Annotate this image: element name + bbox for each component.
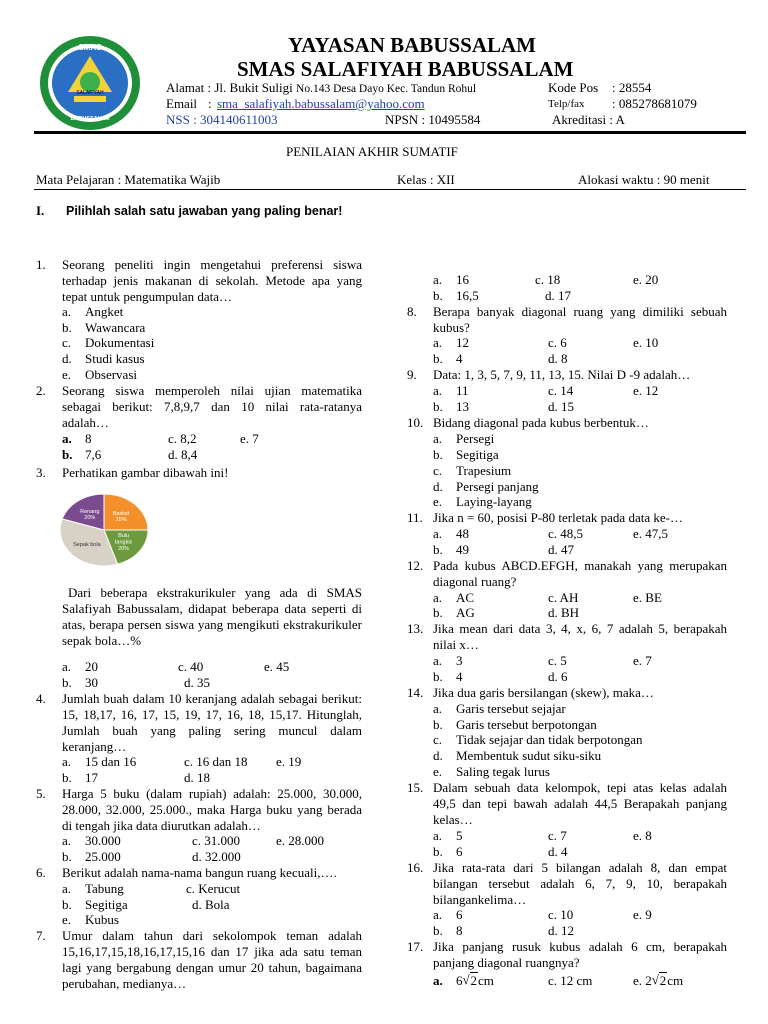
q11-text: Jika n = 60, posisi P-80 terletak pada data ke-… [433,510,683,525]
q11-b-letter: b. [433,542,443,557]
q4-b-option[interactable]: 17 [85,770,98,785]
q17-a-option[interactable] [456,973,494,989]
q3-d-option[interactable]: d. 35 [184,675,210,690]
q4-e-option[interactable]: e. 19 [276,754,302,769]
exam-subject: Mata Pelajaran : Matematika Wajib [36,172,221,187]
q13-text: Jika mean dari data 3, 4, x, 6, 7 adalah 5, berapakah nilai x… [433,621,727,652]
q16-c-option[interactable]: c. 10 [548,907,574,922]
q15-b-letter: b. [433,844,443,859]
q13-b-option[interactable]: 4 [456,669,463,684]
q8-a-option[interactable]: 12 [456,335,469,350]
q12-e-option[interactable]: e. BE [633,590,662,605]
q2-b-option[interactable]: 7,6 [85,447,102,462]
pie-chart [56,490,152,570]
pie-label-basket: Basket 25% [112,510,130,524]
q15-d-option[interactable]: d. 4 [548,844,568,859]
q1-text: Seorang peneliti ingin mengetahui preferensi siswa terhadap jenis makanan di sekolah. Metode apa yang tepat untuk pengumpulan data… [62,257,362,304]
exam-duration: Alokasi waktu : 90 menit [578,172,710,187]
q13-number: 13. [407,621,424,636]
q12-b-letter: b. [433,605,443,620]
q8-e-option[interactable]: e. 10 [633,335,659,350]
q15-a-letter: a. [433,828,443,843]
postal-value: : 28554 [612,80,652,95]
q16-b-option[interactable]: 8 [456,923,463,938]
q1-d-letter: d. [62,351,72,366]
email-label: Email [166,96,198,111]
sqrt-icon [463,973,479,989]
q12-number: 12. [407,558,424,573]
q5-b-letter: b. [62,849,72,864]
email-link[interactable]: sma_salafiyah.babussalam@yahoo.com [217,96,425,111]
q13-a-letter: a. [433,653,443,668]
q9-a-option[interactable]: 11 [456,383,469,398]
accreditation: Akreditasi : A [552,112,625,127]
logo-text-bottom: BABUSSALAM [70,116,110,122]
q10-d-letter: d. [433,479,443,494]
q2-text: Seorang siswa memperoleh nilai ujian matematika sebagai berikut: 7,8,9,7 dan 10 nilai rata-ratanya adalah… [62,383,362,430]
q12-d-option[interactable]: d. BH [548,605,580,620]
logo-text-top: SMAS [78,43,102,52]
q2-e-option[interactable]: e. 7 [240,431,259,446]
q6-d-option[interactable]: d. Bola [192,897,230,912]
q3-c-option[interactable]: c. 40 [178,659,204,674]
q17-c-option[interactable]: c. 12 cm [548,973,593,988]
q9-b-letter: b. [433,399,443,414]
q8-number: 8. [407,304,417,319]
q6-b-letter: b. [62,897,72,912]
q3-a-option[interactable]: 20 [85,659,98,674]
q2-number: 2. [36,383,46,398]
q16-text: Jika rata-rata dari 5 bilangan adalah 8, dan empat bilangan tersebut adalah 6, 7, 9, 10, berapakah bilangankelima… [433,860,727,907]
q1-e-option[interactable]: Observasi [85,367,137,382]
q13-c-option[interactable]: c. 5 [548,653,567,668]
address-line [166,80,476,97]
q4-c-option[interactable]: c. 16 dan 18 [184,754,248,769]
phone-label: Telp/fax [548,98,585,110]
q17-e-unit: cm [667,973,684,988]
q9-number: 9. [407,367,417,382]
q17-text: Jika panjang rusuk kubus adalah 6 cm, berapakah panjang diagonal ruangnya? [433,939,727,970]
q6-e-option[interactable]: Kubus [85,912,119,927]
q5-number: 5. [36,786,46,801]
q1-d-option[interactable]: Studi kasus [85,351,145,366]
q2-b-letter: b. [62,447,73,462]
q4-a-letter: a. [62,754,72,769]
q13-d-option[interactable]: d. 6 [548,669,568,684]
section-number: I. [36,203,45,218]
q7-text: Umur dalam tahun dari sekolompok teman adalah 15,16,17,15,18,16,17,15,16 dan 17 jika ada satu teman lagi yang bergabung dengan umur 20 tahun, bagaimana perubahan, medianya… [62,928,362,991]
q1-b-letter: b. [62,320,72,335]
q10-a-letter: a. [433,431,443,446]
pie-label-sepak-bola: Sepak bola [73,542,101,549]
q6-a-letter: a. [62,881,72,896]
q14-c-letter: c. [433,732,443,747]
q17-e-option[interactable] [633,973,683,989]
q16-b-letter: b. [433,923,443,938]
q7-d-option[interactable]: d. 17 [545,288,571,303]
q3-text: Perhatikan gambar dibawah ini! [62,465,229,480]
q16-a-letter: a. [433,907,443,922]
q12-b-option[interactable]: AG [456,605,475,620]
postal-label: Kode Pos [548,80,599,95]
q17-number: 17. [407,939,424,954]
q7-e-option[interactable]: e. 20 [633,272,659,287]
q9-a-letter: a. [433,383,443,398]
q9-e-option[interactable]: e. 12 [633,383,659,398]
q11-d-option[interactable]: d. 47 [548,542,574,557]
foundation-name: YAYASAN BABUSSALAM [288,33,537,57]
q3-e-option[interactable]: e. 45 [264,659,290,674]
q5-d-option[interactable]: d. 32.000 [192,849,241,864]
q17-a-letter: a. [433,973,443,988]
q10-d-option[interactable]: Persegi panjang [456,479,539,494]
q12-a-letter: a. [433,590,443,605]
q11-b-option[interactable]: 49 [456,542,469,557]
q15-number: 15. [407,780,424,795]
school-logo [38,34,142,132]
q1-number: 1. [36,257,46,272]
q10-number: 10. [407,415,424,430]
q6-number: 6. [36,865,46,880]
q13-e-option[interactable]: e. 7 [633,653,652,668]
q2-a-option[interactable]: 8 [85,431,92,446]
q1-e-letter: e. [62,367,72,382]
school-name: SMAS SALAFIYAH BABUSSALAM [237,57,574,81]
logo-text-mid: SALAFIYAH [76,90,104,96]
q14-number: 14. [407,685,424,700]
q5-a-option[interactable]: 30.000 [85,833,121,848]
q4-d-option[interactable]: d. 18 [184,770,210,785]
q14-e-letter: e. [433,764,443,779]
q17-e-coef: e. 2 [633,973,652,988]
q13-b-letter: b. [433,669,443,684]
q7-a-letter: a. [433,272,443,287]
q4-text: Jumlah buah dalam 10 keranjang adalah sebagai berikut: 15, 18,17, 16, 17, 15, 19, 17, 16, 18, 15,17. Hitunglah, Jumlah buah yang paling sering muncul dalam keranjang… [62,691,362,754]
q5-text: Harga 5 buku (dalam rupiah) adalah: 25.000, 30.000, 28.000, 32.000, 25.000., maka Harga buku yang berada di tengah jika data diurutkan adalah… [62,786,362,833]
q10-b-letter: b. [433,447,443,462]
q12-a-option[interactable]: AC [456,590,475,605]
q1-c-option[interactable]: Dokumentasi [85,335,155,350]
q7-b-letter: b. [433,288,443,303]
q9-text: Data: 1, 3, 5, 7, 9, 11, 13, 15. Nilai D -9 adalah… [433,367,691,382]
q17-a-radicand: 2 [470,973,477,988]
q3-paragraph: Dari beberapa ekstrakurikuler yang ada di SMAS Salafiyah Babussalam, didapat beberapa data seperti di atas, berapa persen siswa yang mengikuti ekstrakurikuler sepak bola…% [62,585,362,648]
q3-b-letter: b. [62,675,72,690]
section-instruction: Pilihlah salah satu jawaban yang paling benar! [66,204,343,218]
q6-a-option[interactable]: Tabung [85,881,124,896]
exam-grade: Kelas : XII [397,172,455,187]
q8-d-option[interactable]: d. 8 [548,351,568,366]
q14-a-letter: a. [433,701,443,716]
address-rest: No.143 Desa Dayo Kec. Tandun Rohul [296,83,477,95]
q10-a-option[interactable]: Persegi [456,431,495,446]
q7-b-option[interactable]: 16,5 [456,288,479,303]
q15-b-option[interactable]: 6 [456,844,463,859]
q4-a-option[interactable]: 15 dan 16 [85,754,137,769]
q10-e-letter: e. [433,494,443,509]
q4-number: 4. [36,691,46,706]
q3-number: 3. [36,465,46,480]
q7-c-option[interactable]: c. 18 [535,272,561,287]
q5-e-option[interactable]: e. 28.000 [276,833,325,848]
q8-c-option[interactable]: c. 6 [548,335,567,350]
q16-number: 16. [407,860,424,875]
q17-a-coef: 6 [456,973,463,988]
pie-label-bulu-tangkis: Bulu tangkis 20% [114,533,133,553]
q12-c-option[interactable]: c. AH [548,590,579,605]
q2-d-option[interactable]: d. 8,4 [168,447,198,462]
q10-c-option[interactable]: Trapesium [456,463,512,478]
q11-a-option[interactable]: 48 [456,526,469,541]
q2-c-option[interactable]: c. 8,2 [168,431,197,446]
q1-c-letter: c. [62,335,72,350]
q15-text: Dalam sebuah data kelompok, tepi atas kelas adalah 49,5 dan tepi bawah adalah 44,5 Berapakah panjang kelas… [433,780,727,827]
q6-text: Berikut adalah nama-nama bangun ruang kecuali,…. [62,865,337,880]
q11-e-option[interactable]: e. 47,5 [633,526,669,541]
q14-c-option[interactable]: Tidak sejajar dan tidak berpotongan [456,732,643,747]
header-rule [34,131,746,134]
pie-label-renang: Renang 20% [80,508,100,522]
q7-a-option[interactable]: 16 [456,272,469,287]
q14-b-option[interactable]: Garis tersebut berpotongan [456,717,597,732]
q1-a-option[interactable]: Angket [85,304,124,319]
q16-a-option[interactable]: 6 [456,907,463,922]
q10-e-option[interactable]: Laying-layang [456,494,532,509]
q8-a-letter: a. [433,335,443,350]
q15-e-option[interactable]: e. 8 [633,828,652,843]
q7-number: 7. [36,928,46,943]
q6-e-letter: e. [62,912,72,927]
q14-text: Jika dua garis bersilangan (skew), maka… [433,685,654,700]
q3-a-letter: a. [62,659,72,674]
q14-a-option[interactable]: Garis tersebut sejajar [456,701,566,716]
q9-b-option[interactable]: 13 [456,399,469,414]
q8-b-letter: b. [433,351,443,366]
q16-d-option[interactable]: d. 12 [548,923,574,938]
q14-d-option[interactable]: Membentuk sudut siku-siku [456,748,602,763]
q11-c-option[interactable]: c. 48,5 [548,526,584,541]
q15-c-option[interactable]: c. 7 [548,828,567,843]
q5-b-option[interactable]: 25.000 [85,849,121,864]
q3-b-option[interactable]: 30 [85,675,98,690]
q10-b-option[interactable]: Segitiga [456,447,499,462]
phone-value: : 085278681079 [612,96,697,111]
q10-c-letter: c. [433,463,443,478]
npsn: NPSN : 10495584 [385,112,481,127]
q8-text: Berapa banyak diagonal ruang yang dimiliki sebuah kubus? [433,304,727,335]
q5-a-letter: a. [62,833,72,848]
address-label: Alamat : Jl. Bukit Suligi [166,80,293,95]
q13-a-option[interactable]: 3 [456,653,463,668]
sqrt-icon [652,973,668,989]
q14-e-option[interactable]: Saling tegak lurus [456,764,550,779]
q11-a-letter: a. [433,526,443,541]
q12-text: Pada kubus ABCD.EFGH, manakah yang merupakan diagonal ruang? [433,558,727,589]
q10-text: Bidang diagonal pada kubus berbentuk… [433,415,649,430]
q11-number: 11. [407,510,423,525]
q14-d-letter: d. [433,748,443,763]
q9-d-option[interactable]: d. 15 [548,399,574,414]
q15-a-option[interactable]: 5 [456,828,463,843]
q1-b-option[interactable]: Wawancara [85,320,146,335]
q8-b-option[interactable]: 4 [456,351,463,366]
q6-b-option[interactable]: Segitiga [85,897,128,912]
email-sep: : [208,96,212,111]
q9-c-option[interactable]: c. 14 [548,383,574,398]
q2-a-letter: a. [62,431,72,446]
q1-a-letter: a. [62,304,72,319]
q14-b-letter: b. [433,717,443,732]
q16-e-option[interactable]: e. 9 [633,907,652,922]
q17-a-unit: cm [478,973,494,988]
q6-c-option[interactable]: c. Kerucut [186,881,241,896]
info-rule [34,189,746,190]
q17-e-radicand: 2 [659,973,667,988]
q4-b-letter: b. [62,770,72,785]
exam-title: PENILAIAN AKHIR SUMATIF [286,144,458,159]
nss: NSS : 304140611003 [166,112,278,127]
q5-c-option[interactable]: c. 31.000 [192,833,241,848]
